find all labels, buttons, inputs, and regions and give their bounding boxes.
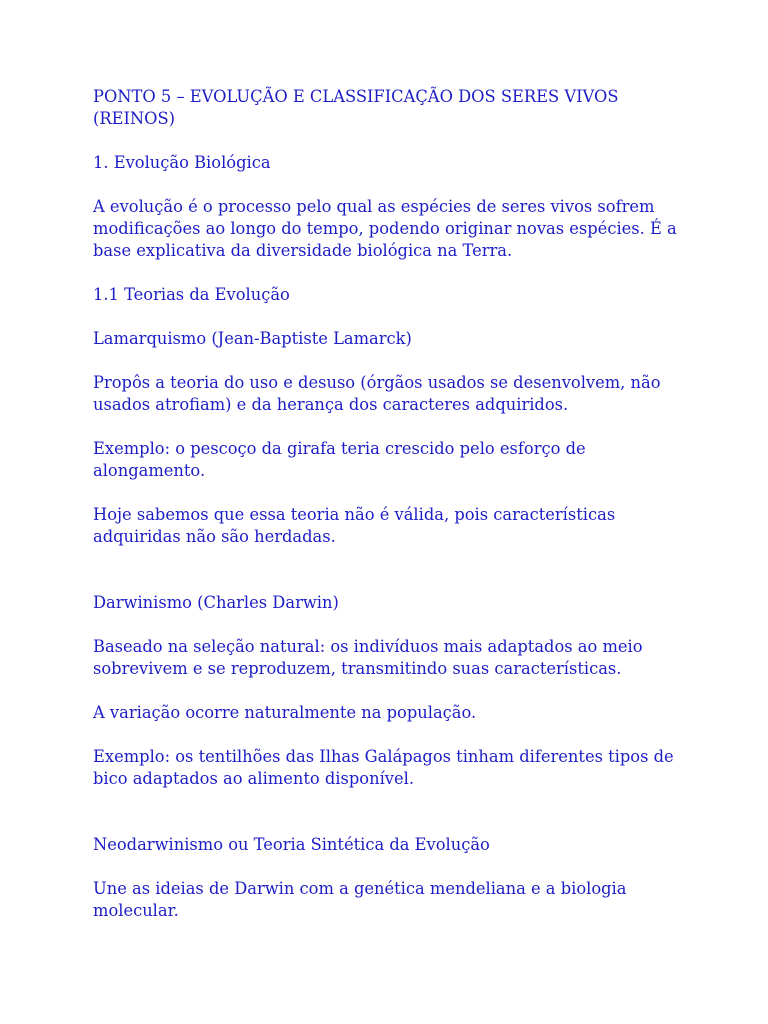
document-body bbox=[93, 86, 693, 922]
subsection-heading-teorias: 1.1 Teorias da Evolução bbox=[93, 285, 290, 304]
document-title: PONTO 5 – EVOLUÇÃO E CLASSIFICAÇÃO DOS SERES VIVOS (REINOS) bbox=[93, 87, 619, 128]
paragraph-lamarck-teoria: Propôs a teoria do uso e desuso (órgãos usados se desenvolvem, não usados atrofiam) e da herança dos caracteres adquiridos. bbox=[93, 373, 661, 414]
paragraph-darwin-variacao: A variação ocorre naturalmente na população. bbox=[93, 703, 477, 722]
heading-lamarquismo: Lamarquismo (Jean-Baptiste Lamarck) bbox=[93, 329, 412, 348]
paragraph-lamarck-exemplo: Exemplo: o pescoço da girafa teria crescido pelo esforço de alongamento. bbox=[93, 439, 586, 480]
paragraph-lamarck-validade: Hoje sabemos que essa teoria não é válida, pois características adquiridas não são herdadas. bbox=[93, 505, 616, 546]
paragraph-neodarwin-definicao: Une as ideias de Darwin com a genética mendeliana e a biologia molecular. bbox=[93, 879, 627, 920]
paragraph-darwin-exemplo: Exemplo: os tentilhões das Ilhas Galápagos tinham diferentes tipos de bico adaptados ao alimento disponível. bbox=[93, 747, 674, 788]
section-heading-evolucao-biologica: 1. Evolução Biológica bbox=[93, 153, 271, 172]
paragraph-evolucao-definicao: A evolução é o processo pelo qual as espécies de seres vivos sofrem modificações ao longo do tempo, podendo originar novas espécies. É a base explicativa da diversidade biológica na Terra. bbox=[93, 197, 677, 260]
paragraph-darwin-selecao: Baseado na seleção natural: os indivíduos mais adaptados ao meio sobrevivem e se reproduzem, transmitindo suas características. bbox=[93, 637, 643, 678]
heading-neodarwinismo: Neodarwinismo ou Teoria Sintética da Evolução bbox=[93, 835, 490, 854]
heading-darwinismo: Darwinismo (Charles Darwin) bbox=[93, 593, 339, 612]
